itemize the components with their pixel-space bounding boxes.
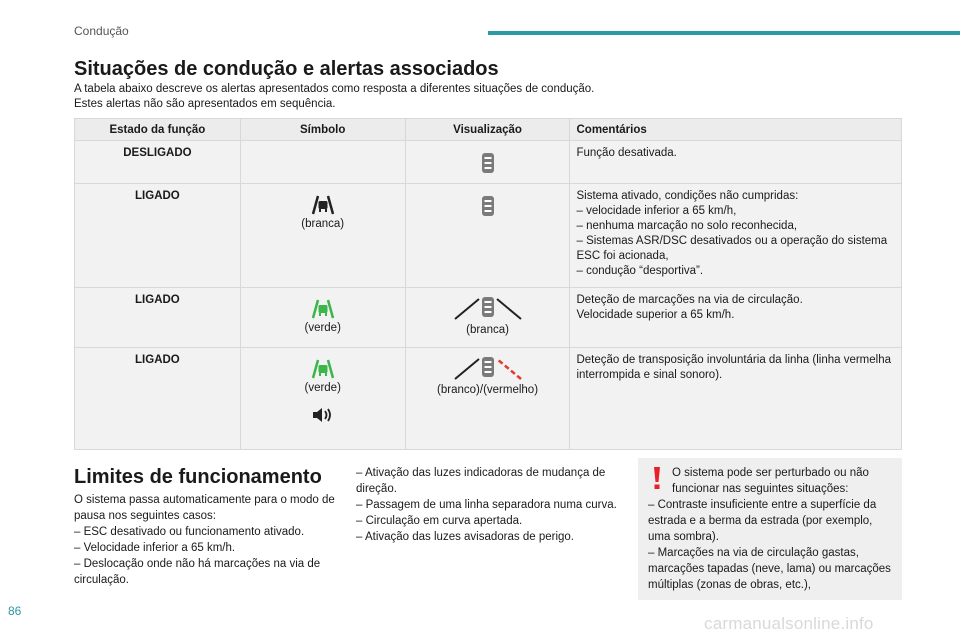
comment-line: – velocidade inferior a 65 km/h, [576,205,737,217]
limits-column-2 [356,465,618,545]
lane-assist-green-icon [310,299,336,319]
row-symbol [240,348,405,450]
comment-line: – Sistemas ASR/DSC desativados ou a operação do sistema ESC foi acionada, [576,235,888,262]
intro-line-1: A tabela abaixo descreve os alertas apresentados como resposta a diferentes situações de condução. [74,83,595,95]
alerts-table [74,118,902,450]
header-state: Estado da função [75,119,241,141]
table-header-row [75,119,902,141]
limits-line: – ESC desativado ou funcionamento ativado. [74,526,305,538]
header-comments: Comentários [570,119,902,141]
row-display [405,348,570,450]
page-title: Situações de condução e alertas associados [74,58,499,80]
row-symbol [240,288,405,348]
comment-line: Deteção de marcações na via de circulação. [576,294,803,306]
lane-lines-white-icon [453,295,523,321]
warning-line: – Contraste insuficiente entre a superfície da estrada e a berma da estrada (por exemplo, uma sombra). [648,499,877,543]
row-comment [570,141,902,184]
limits-line: – Ativação das luzes avisadoras de perigo. [356,531,574,543]
symbol-caption: (verde) [304,382,341,394]
lane-assist-white-icon [310,195,336,215]
lane-grey-icon [481,152,495,174]
limits-line: – Passagem de uma linha separadora numa curva. [356,499,617,511]
table-row [75,184,902,288]
row-comment [570,348,902,450]
display-caption: (branco)/(vermelho) [437,384,539,396]
comment-line: Função desativada. [576,147,677,159]
row-state: LIGADO [75,184,241,288]
limits-line: – Velocidade inferior a 65 km/h. [74,542,236,554]
row-symbol-empty [240,141,405,184]
row-comment [570,288,902,348]
limits-line: – Circulação em curva apertada. [356,515,523,527]
row-display [405,141,570,184]
header-rule [488,31,960,35]
exclamation-icon [650,466,664,490]
symbol-caption: (verde) [304,322,341,334]
watermark: carmanualsonline.info [704,614,874,633]
page-number: 86 [8,604,22,618]
table-row [75,348,902,450]
limits-line: O sistema passa automaticamente para o modo de pausa nos seguintes casos: [74,494,335,522]
comment-line: Deteção de transposição involuntária da linha (linha vermelha interrompida e sinal sonoro). [576,354,892,381]
lane-assist-green-icon [310,359,336,379]
intro-line-2: Estes alertas não são apresentados em sequência. [74,98,336,110]
lane-grey-icon [481,195,495,217]
lane-lines-red-icon [453,355,523,381]
row-state: LIGADO [75,288,241,348]
display-caption: (branca) [466,324,509,336]
header-symbol: Símbolo [240,119,405,141]
section-label: Condução [74,24,129,38]
speaker-icon [312,406,334,424]
comment-line: – nenhuma marcação no solo reconhecida, [576,220,798,232]
row-display [405,288,570,348]
comment-line: Velocidade superior a 65 km/h. [576,309,735,321]
table-row [75,288,902,348]
comment-line: Sistema ativado, condições não cumpridas: [576,190,799,202]
row-state: LIGADO [75,348,241,450]
comment-line: – condução “desportiva”. [576,265,704,277]
row-symbol [240,184,405,288]
limits-line: – Deslocação onde não há marcações na via de circulação. [74,558,321,586]
symbol-caption: (branca) [301,218,345,230]
row-comment [570,184,902,288]
limits-title: Limites de funcionamento [74,466,322,488]
intro-text [74,82,594,112]
warning-line: O sistema pode ser perturbado ou não funcionar nas seguintes situações: [672,467,869,495]
table-row [75,141,902,184]
row-state: DESLIGADO [75,141,241,184]
header-display: Visualização [405,119,570,141]
limits-column-1 [74,492,342,588]
warning-box [638,458,902,600]
warning-line: – Marcações na via de circulação gastas, marcações tapadas (neve, lama) ou marcações múltiplas (zonas de obras, etc.), [648,547,891,591]
row-display [405,184,570,288]
limits-line: – Ativação das luzes indicadoras de mudança de direção. [356,467,606,495]
